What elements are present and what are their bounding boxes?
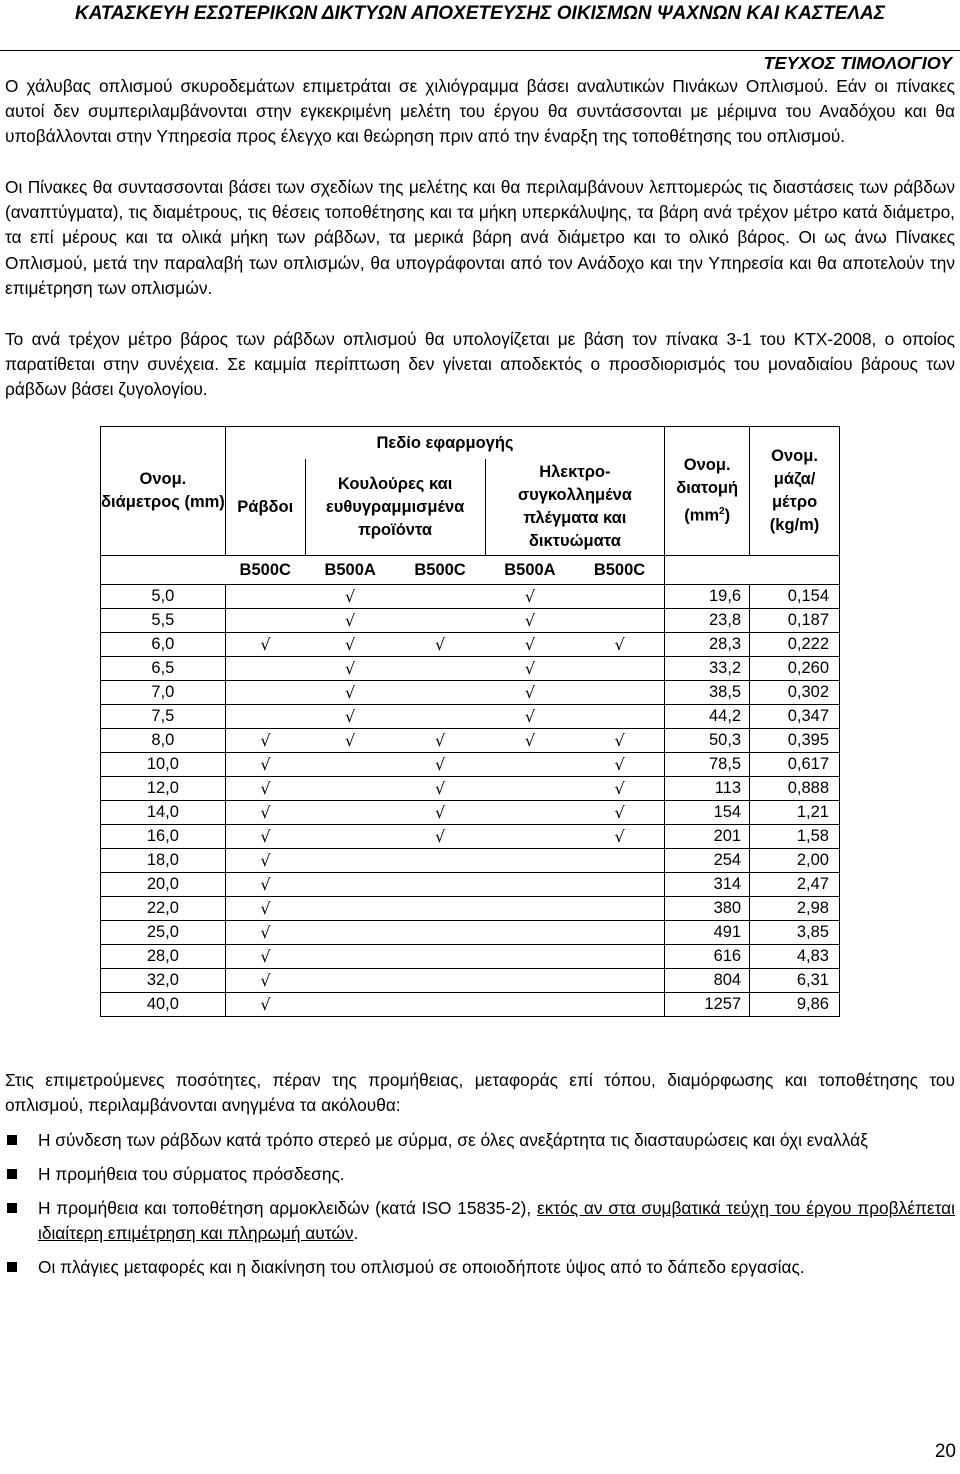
table-row	[101, 705, 840, 729]
applicability-cell	[395, 849, 485, 873]
applicability-cell	[575, 585, 665, 609]
applicability-cell	[485, 705, 575, 729]
applicability-cell	[305, 921, 395, 945]
applicability-cell	[575, 609, 665, 633]
applicability-cell	[225, 705, 305, 729]
check-mark-icon: √	[434, 778, 446, 798]
mass-cell: 0,617	[750, 753, 840, 777]
steel-grade-row	[101, 556, 840, 585]
square-bullet-icon	[7, 1203, 17, 1213]
diameter-cell: 18,0	[101, 849, 226, 873]
applicability-cell	[225, 801, 305, 825]
applicability-cell	[575, 681, 665, 705]
cross-section-cell: 50,3	[665, 729, 750, 753]
cross-section-cell: 314	[665, 873, 750, 897]
diameter-cell: 28,0	[101, 945, 226, 969]
cross-section-cell: 44,2	[665, 705, 750, 729]
paragraph-tables: Οι Πίνακες θα συντασσονται βάσει των σχεδίων της μελέτης και θα περιλαμβάνουν λεπτομερώς τις διαστάσεις των ράβδων (αναπτύγματα), τις διαμέτρους, τις θέσεις τοποθέτησης και τα μήκη υπερκάλυψης, τα βάρη ανά τρέχον μέτρο κατά διάμετρο, τα επί μέρους και τα ολικά μήκη των ράβδων, τα μερικά βάρη ανά διάμετρο και το ολικό βάρος. Οι ως άνω Πίνακες Οπλισμού, μετά την παραλαβή των οπλισμών, θα υπογράφονται από τον Ανάδοχο και την Υπηρεσία και θα αποτελούν την επιμέτρηση των οπλισμών.	[5, 177, 955, 298]
applicability-cell	[305, 849, 395, 873]
applicability-cell	[395, 897, 485, 921]
check-mark-icon: √	[345, 682, 356, 702]
check-mark-icon: √	[524, 610, 536, 630]
diameter-cell: 5,0	[101, 585, 226, 609]
check-mark-icon: √	[434, 730, 446, 750]
mass-cell: 0,154	[750, 585, 840, 609]
check-mark-icon: √	[524, 658, 536, 678]
check-mark-icon: √	[260, 826, 271, 846]
applicability-cell	[225, 585, 305, 609]
grade-label: B500C	[395, 556, 485, 585]
applicability-cell	[575, 633, 665, 657]
mass-cell: 0,187	[750, 609, 840, 633]
table-row	[101, 945, 840, 969]
check-mark-icon: √	[260, 970, 271, 990]
check-mark-icon: √	[524, 730, 536, 750]
applicability-cell	[575, 945, 665, 969]
table-row	[101, 801, 840, 825]
check-mark-icon: √	[260, 802, 271, 822]
applicability-cell	[225, 681, 305, 705]
applicability-cell	[305, 969, 395, 993]
applicability-cell	[305, 633, 395, 657]
check-mark-icon: √	[345, 586, 356, 606]
applicability-cell	[575, 729, 665, 753]
check-mark-icon: √	[260, 730, 271, 750]
square-bullet-icon	[7, 1169, 17, 1179]
grade-label: B500A	[305, 556, 395, 585]
cross-section-cell: 113	[665, 777, 750, 801]
applicability-cell	[395, 945, 485, 969]
check-mark-icon: √	[260, 850, 271, 870]
table-row	[101, 585, 840, 609]
header-diameter: Ονομ. διάμετρος (mm)	[101, 427, 226, 556]
check-mark-icon: √	[524, 634, 536, 654]
cross-section-cell: 380	[665, 897, 750, 921]
list-item: Η προμήθεια του σύρματος πρόσδεσης.	[5, 1162, 955, 1187]
table-row	[101, 969, 840, 993]
grade-label: B500C	[225, 556, 305, 585]
applicability-cell	[395, 753, 485, 777]
applicability-cell	[305, 609, 395, 633]
check-mark-icon: √	[345, 658, 356, 678]
paragraph-measurement: Ο χάλυβας οπλισμού σκυροδεμάτων επιμετράται σε χιλιόγραμμα βάσει αναλυτικών Πινάκων Οπλισμού. Εάν οι πίνακες αυτοί δεν συμπεριλαμβάνονται στην εγκεκριμένη μελέτη του έργου θα συντάσσονται με μέριμνα του Αναδόχου και θα υποβάλλονται στην Υπηρεσία προς έλεγχο και θεώρηση πριν από την έναρξη της τοποθέτησης του οπλισμού.	[5, 76, 955, 147]
cross-section-cell: 23,8	[665, 609, 750, 633]
check-mark-icon: √	[345, 706, 356, 726]
applicability-cell	[395, 801, 485, 825]
applicability-cell	[395, 633, 485, 657]
applicability-cell	[395, 657, 485, 681]
applicability-cell	[305, 897, 395, 921]
table-row	[101, 849, 840, 873]
applicability-cell	[225, 777, 305, 801]
check-mark-icon: √	[434, 802, 446, 822]
mass-cell: 0,222	[750, 633, 840, 657]
applicability-cell	[485, 849, 575, 873]
cross-section-cell: 154	[665, 801, 750, 825]
applicability-cell	[575, 897, 665, 921]
check-mark-icon: √	[614, 634, 625, 654]
applicability-cell	[575, 753, 665, 777]
applicability-cell	[485, 777, 575, 801]
check-mark-icon: √	[260, 634, 271, 654]
applicability-cell	[395, 681, 485, 705]
applicability-cell	[395, 969, 485, 993]
applicability-cell	[305, 801, 395, 825]
mass-cell: 3,85	[750, 921, 840, 945]
applicability-cell	[305, 825, 395, 849]
applicability-cell	[225, 849, 305, 873]
applicability-cell	[485, 873, 575, 897]
diameter-cell: 32,0	[101, 969, 226, 993]
grade-label: B500A	[485, 556, 575, 585]
mass-cell: 2,98	[750, 897, 840, 921]
diameter-cell: 25,0	[101, 921, 226, 945]
table-row	[101, 753, 840, 777]
applicability-cell	[575, 705, 665, 729]
applicability-cell	[485, 969, 575, 993]
diameter-cell: 22,0	[101, 897, 226, 921]
table-row	[101, 921, 840, 945]
applicability-cell	[485, 633, 575, 657]
applicability-cell	[225, 969, 305, 993]
applicability-cell	[395, 729, 485, 753]
header-mass-per-meter: Ονομ. μάζα/ μέτρο (kg/m)	[750, 427, 840, 556]
paragraph-included-items: Στις επιμετρούμενες ποσότητες, πέραν της προμήθειας, μεταφοράς επί τόπου, διαμόρφωσης και τοποθέτησης του οπλισμού, περιλαμβάνονται ανηγμένα τα ακόλουθα:	[5, 1070, 955, 1116]
check-mark-icon: √	[260, 898, 271, 918]
applicability-cell	[305, 657, 395, 681]
square-bullet-icon	[7, 1135, 17, 1145]
mass-cell: 4,83	[750, 945, 840, 969]
diameter-cell: 12,0	[101, 777, 226, 801]
cross-section-cell: 19,6	[665, 585, 750, 609]
applicability-cell	[485, 609, 575, 633]
applicability-cell	[395, 825, 485, 849]
cross-section-cell: 1257	[665, 993, 750, 1017]
applicability-cell	[225, 729, 305, 753]
applicability-cell	[485, 801, 575, 825]
applicability-cell	[225, 945, 305, 969]
diameter-cell: 14,0	[101, 801, 226, 825]
grade-label: B500C	[575, 556, 665, 585]
applicability-cell	[305, 873, 395, 897]
applicability-cell	[395, 609, 485, 633]
document-subtitle: ΤΕΥΧΟΣ ΤΙΜΟΛΟΓΙΟΥ	[763, 53, 952, 73]
header-welded-mesh: Ηλεκτρο-συγκολλημένα πλέγματα και δικτυώματα	[485, 459, 665, 556]
cross-section-cell: 254	[665, 849, 750, 873]
diameter-cell: 7,5	[101, 705, 226, 729]
applicability-cell	[485, 681, 575, 705]
table-row	[101, 609, 840, 633]
diameter-cell: 6,5	[101, 657, 226, 681]
diameter-cell: 7,0	[101, 681, 226, 705]
diameter-cell: 16,0	[101, 825, 226, 849]
applicability-cell	[305, 585, 395, 609]
cross-section-cell: 201	[665, 825, 750, 849]
applicability-cell	[575, 873, 665, 897]
applicability-cell	[225, 825, 305, 849]
rebar-table-body	[101, 585, 840, 1017]
mass-cell: 0,260	[750, 657, 840, 681]
applicability-cell	[225, 897, 305, 921]
applicability-cell	[485, 945, 575, 969]
applicability-cell	[225, 633, 305, 657]
applicability-cell	[225, 609, 305, 633]
applicability-cell	[395, 777, 485, 801]
table-row	[101, 657, 840, 681]
table-row	[101, 633, 840, 657]
header-coils: Κουλούρες και ευθυγραμμισμένα προϊόντα	[305, 459, 485, 556]
mass-cell: 2,00	[750, 849, 840, 873]
check-mark-icon: √	[614, 826, 625, 846]
check-mark-icon: √	[260, 874, 271, 894]
diameter-cell: 40,0	[101, 993, 226, 1017]
check-mark-icon: √	[524, 706, 536, 726]
applicability-cell	[485, 585, 575, 609]
cross-section-cell: 491	[665, 921, 750, 945]
check-mark-icon: √	[260, 946, 271, 966]
diameter-cell: 10,0	[101, 753, 226, 777]
cross-section-cell: 804	[665, 969, 750, 993]
table-row	[101, 777, 840, 801]
applicability-cell	[305, 993, 395, 1017]
check-mark-icon: √	[614, 730, 625, 750]
included-items-list	[5, 1128, 955, 1289]
check-mark-icon: √	[614, 802, 625, 822]
check-mark-icon: √	[524, 586, 536, 606]
diameter-cell: 8,0	[101, 729, 226, 753]
check-mark-icon: √	[614, 754, 625, 774]
check-mark-icon: √	[260, 778, 271, 798]
mass-cell: 0,347	[750, 705, 840, 729]
diameter-cell: 6,0	[101, 633, 226, 657]
table-row	[101, 729, 840, 753]
header-application-field: Πεδίο εφαρμογής	[225, 427, 664, 460]
applicability-cell	[575, 657, 665, 681]
applicability-cell	[485, 993, 575, 1017]
mass-cell: 2,47	[750, 873, 840, 897]
document-header-title: ΚΑΤΑΣΚΕΥΗ ΕΣΩΤΕΡΙΚΩΝ ΔΙΚΤΥΩΝ ΑΠΟΧΕΤΕΥΣΗΣ ΟΙΚΙΣΜΩΝ ΨΑΧΝΩΝ ΚΑΙ ΚΑΣΤΕΛΑΣ	[75, 3, 885, 24]
diameter-cell: 5,5	[101, 609, 226, 633]
applicability-cell	[305, 681, 395, 705]
list-item: Η προμήθεια και τοποθέτηση αρμοκλειδών (κατά ISO 15835-2), εκτός αν στα συμβατικά τεύχη του έργου προβλέπεται ιδιαίτερη επιμέτρηση και πληρωμή αυτών.	[5, 1196, 955, 1246]
check-mark-icon: √	[524, 682, 536, 702]
applicability-cell	[305, 729, 395, 753]
list-item: Οι πλάγιες μεταφορές και η διακίνηση του οπλισμού σε οποιοδήποτε ύψος από το δάπεδο εργασίας.	[5, 1255, 955, 1280]
check-mark-icon: √	[345, 610, 356, 630]
underlined-condition: εκτός αν στα συμβατικά τεύχη του έργου προβλέπεται ιδιαίτερη επιμέτρηση και πληρωμή αυτών	[38, 1198, 955, 1243]
applicability-cell	[575, 801, 665, 825]
mass-cell: 0,888	[750, 777, 840, 801]
mass-cell: 6,31	[750, 969, 840, 993]
check-mark-icon: √	[260, 754, 271, 774]
check-mark-icon: √	[260, 922, 271, 942]
table-row	[101, 681, 840, 705]
applicability-cell	[225, 993, 305, 1017]
applicability-cell	[485, 657, 575, 681]
check-mark-icon: √	[434, 826, 446, 846]
table-row	[101, 873, 840, 897]
applicability-cell	[305, 753, 395, 777]
applicability-cell	[395, 585, 485, 609]
check-mark-icon: √	[260, 994, 271, 1014]
mass-cell: 9,86	[750, 993, 840, 1017]
applicability-cell	[575, 849, 665, 873]
mass-cell: 0,395	[750, 729, 840, 753]
mass-cell: 0,302	[750, 681, 840, 705]
applicability-cell	[485, 897, 575, 921]
check-mark-icon: √	[345, 634, 356, 654]
applicability-cell	[395, 705, 485, 729]
applicability-cell	[485, 921, 575, 945]
header-bars: Ράβδοι	[225, 459, 305, 556]
applicability-cell	[305, 945, 395, 969]
applicability-cell	[225, 657, 305, 681]
applicability-cell	[225, 921, 305, 945]
applicability-cell	[485, 753, 575, 777]
applicability-cell	[575, 969, 665, 993]
table-row	[101, 993, 840, 1017]
list-item: Η σύνδεση των ράβδων κατά τρόπο στερεό με σύρμα, σε όλες ανεξάρτητα τις διασταυρώσεις και όχι εναλλάξ	[5, 1128, 955, 1153]
header-divider	[0, 50, 960, 51]
applicability-cell	[485, 825, 575, 849]
diameter-cell: 20,0	[101, 873, 226, 897]
applicability-cell	[485, 729, 575, 753]
rebar-weight-table	[100, 426, 840, 1017]
cross-section-cell: 616	[665, 945, 750, 969]
cross-section-cell: 33,2	[665, 657, 750, 681]
check-mark-icon: √	[345, 730, 356, 750]
applicability-cell	[575, 777, 665, 801]
applicability-cell	[395, 993, 485, 1017]
applicability-cell	[395, 873, 485, 897]
table-row	[101, 897, 840, 921]
applicability-cell	[575, 993, 665, 1017]
check-mark-icon: √	[434, 754, 446, 774]
applicability-cell	[575, 825, 665, 849]
paragraph-weight: Το ανά τρέχον μέτρο βάρος των ράβδων οπλισμού θα υπολογίζεται με βάση τον πίνακα 3-1 του ΚΤΧ-2008, ο οποίος παρατίθεται στην συνέχεια. Σε καμμία περίπτωση δεν γίνεται αποδεκτός ο προσδιορισμός του μοναδιαίου βάρους των ράβδων βάσει ζυγολογίου.	[5, 329, 955, 400]
cross-section-cell: 28,3	[665, 633, 750, 657]
applicability-cell	[305, 777, 395, 801]
square-bullet-icon	[7, 1262, 17, 1272]
applicability-cell	[225, 873, 305, 897]
check-mark-icon: √	[614, 778, 625, 798]
header-cross-section: Ονομ. διατομή $(mm^2)$	[665, 427, 750, 556]
applicability-cell	[395, 921, 485, 945]
cross-section-cell: 38,5	[665, 681, 750, 705]
mass-cell: 1,21	[750, 801, 840, 825]
applicability-cell	[575, 921, 665, 945]
applicability-cell	[225, 753, 305, 777]
cross-section-cell: 78,5	[665, 753, 750, 777]
check-mark-icon: √	[434, 634, 446, 654]
page-number: 20	[934, 1441, 956, 1462]
mass-cell: 1,58	[750, 825, 840, 849]
applicability-cell	[305, 705, 395, 729]
table-row	[101, 825, 840, 849]
